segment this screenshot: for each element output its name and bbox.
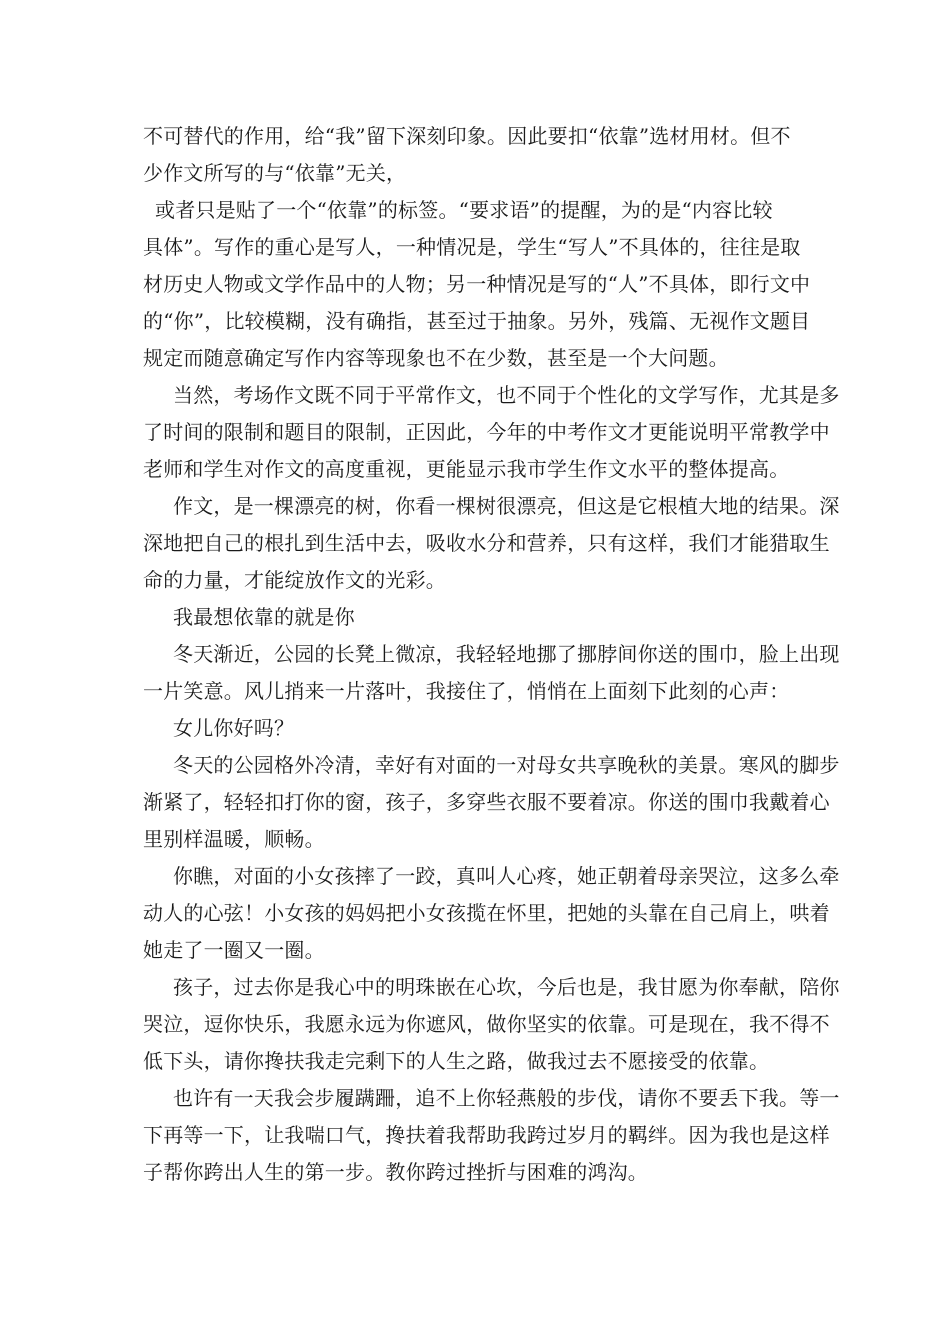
text-line: 动人的心弦！小女孩的妈妈把小女孩揽在怀里，把她的头靠在自己肩上，哄着 (143, 901, 830, 925)
text-line: 里别样温暖，顺畅。 (143, 827, 325, 851)
text-line: 孩子，过去你是我心中的明珠嵌在心坎，今后也是，我甘愿为你奉献，陪你 (173, 975, 840, 999)
text-line: 深地把自己的根扎到生活中去，吸收水分和营养，只有这样，我们才能猎取生 (143, 531, 830, 555)
text-line: 下再等一下，让我喘口气，搀扶着我帮助我跨过岁月的羁绊。因为我也是这样 (143, 1123, 830, 1147)
text-line: 的“你”，比较模糊，没有确指，甚至过于抽象。另外，残篇、无视作文题目 (143, 309, 811, 333)
text-line: 不可替代的作用，给“我”留下深刻印象。因此要扣“依靠”选材用材。但不 (143, 124, 791, 148)
text-line: 一片笑意。风儿捎来一片落叶，我接住了，悄悄在上面刻下此刻的心声： (143, 679, 790, 703)
essay-title: 我最想依靠的就是你 (173, 605, 355, 629)
text-line: 也许有一天我会步履蹒跚，追不上你轻燕般的步伐，请你不要丢下我。等一 (173, 1086, 840, 1110)
text-line: 冬天的公园格外冷清，幸好有对面的一对母女共享晚秋的美景。寒风的脚步 (173, 753, 840, 777)
text-line: 材历史人物或文学作品中的人物；另一种情况是写的“人”不具体，即行文中 (143, 272, 811, 296)
text-line: 哭泣，逗你快乐，我愿永远为你遮风，做你坚实的依靠。可是现在，我不得不 (143, 1012, 830, 1036)
text-line: 老师和学生对作文的高度重视，更能显示我市学生作文水平的整体提高。 (143, 457, 790, 481)
text-line: 当然，考场作文既不同于平常作文，也不同于个性化的文学写作，尤其是多 (173, 383, 840, 407)
text-line: 命的力量，才能绽放作文的光彩。 (143, 568, 446, 592)
text-line: 低下头，请你搀扶我走完剩下的人生之路，做我过去不愿接受的依靠。 (143, 1049, 770, 1073)
text-line: 了时间的限制和题目的限制，正因此，今年的中考作文才更能说明平常教学中 (143, 420, 830, 444)
text-line: 女儿你好吗？ (173, 716, 295, 740)
text-line: 她走了一圈又一圈。 (143, 938, 325, 962)
text-line: 或者只是贴了一个“依靠”的标签。“要求语”的提醒，为的是“内容比较 (155, 198, 773, 222)
text-line: 子帮你跨出人生的第一步。教你跨过挫折与困难的鸿沟。 (143, 1160, 648, 1184)
text-line: 规定而随意确定写作内容等现象也不在少数，甚至是一个大问题。 (143, 346, 729, 370)
text-line: 少作文所写的与“依靠”无关， (143, 161, 407, 185)
text-line: 渐紧了，轻轻扣打你的窗，孩子，多穿些衣服不要着凉。你送的围巾我戴着心 (143, 790, 830, 814)
text-line: 你瞧，对面的小女孩摔了一跤，真叫人心疼，她正朝着母亲哭泣，这多么牵 (173, 864, 840, 888)
text-line: 冬天渐近，公园的长凳上微凉，我轻轻地挪了挪脖间你送的围巾，脸上出现 (173, 642, 840, 666)
text-line: 具体”。写作的重心是写人，一种情况是，学生“写人”不具体的，往往是取 (143, 235, 801, 259)
text-line: 作文，是一棵漂亮的树，你看一棵树很漂亮，但这是它根植大地的结果。深 (173, 494, 840, 518)
